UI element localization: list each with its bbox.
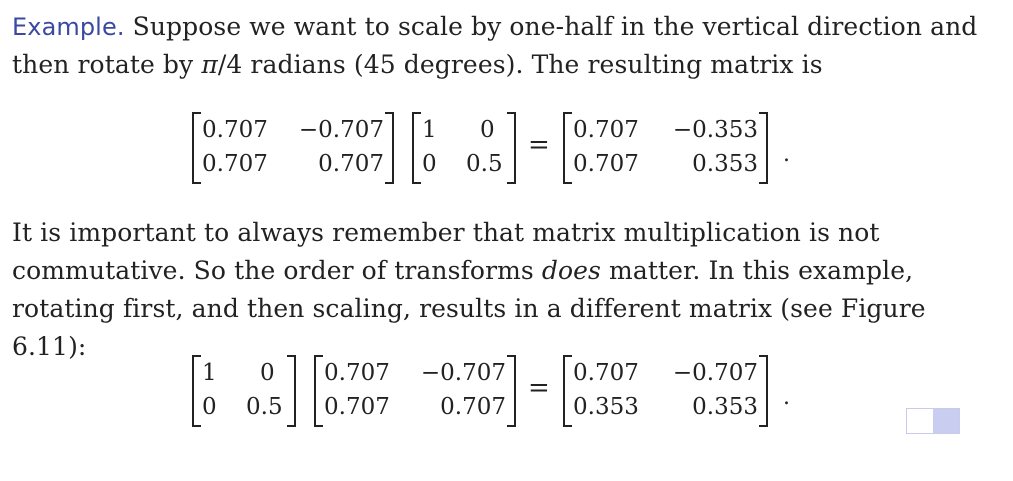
matrix-cell: 0.707: [202, 151, 268, 177]
intro-text-part1: Suppose we want to scale by one-half in the vertical direction and then rotate by: [12, 12, 978, 79]
equals-sign: =: [528, 373, 550, 403]
toggle-left-half[interactable]: [907, 409, 933, 433]
matrix-cell: 0.707: [573, 360, 639, 386]
matrix-cell: 0.5: [466, 151, 503, 177]
matrix-cell: 0.353: [692, 151, 758, 177]
eq2-result-matrix: [563, 355, 768, 427]
matrix-cell: 0: [422, 151, 437, 177]
matrix-cell: −0.707: [420, 360, 506, 386]
emphasis-does: does: [541, 256, 601, 285]
matrix-cell: 0: [260, 360, 275, 386]
equals-sign: =: [528, 130, 550, 160]
paragraph2-text-part1: It is important to always remember that matrix multiplication is not commutative. So the order of transforms: [12, 218, 880, 285]
intro-text-part2: /4 radians (45 degrees). The resulting matrix is: [217, 50, 823, 79]
equation-period: .: [783, 142, 790, 167]
equation-period: .: [783, 385, 790, 410]
eq2-right-matrix: [314, 355, 516, 427]
matrix-cell: 0.707: [573, 117, 639, 143]
matrix-cell: 0.707: [324, 394, 390, 420]
commutativity-paragraph: [12, 214, 1002, 366]
intro-paragraph: [12, 8, 1002, 84]
matrix-cell: 0.353: [692, 394, 758, 420]
eq1-result-matrix: [563, 112, 768, 184]
matrix-cell: 0.707: [573, 151, 639, 177]
matrix-cell: 0.707: [318, 151, 384, 177]
matrix-cell: −0.353: [672, 117, 758, 143]
paragraph2-text-part2: matter. In this example, rotating first, and then scaling, results in a different matrix (see Figure 6.11):: [12, 256, 926, 361]
equation-1: [0, 112, 1013, 192]
eq2-left-matrix: [192, 355, 296, 427]
pi-symbol: π: [201, 50, 218, 79]
example-label: Example.: [12, 13, 125, 41]
matrix-cell: −0.707: [672, 360, 758, 386]
matrix-cell: 0.5: [246, 394, 283, 420]
matrix-cell: 0.707: [202, 117, 268, 143]
matrix-cell: 0: [202, 394, 217, 420]
matrix-cell: 0.353: [573, 394, 639, 420]
eq1-right-matrix: [412, 112, 516, 184]
matrix-cell: 1: [202, 360, 217, 386]
toggle-right-half[interactable]: [933, 409, 959, 433]
matrix-cell: 0: [480, 117, 495, 143]
matrix-cell: 0.707: [324, 360, 390, 386]
eq1-left-matrix: [192, 112, 394, 184]
matrix-cell: 1: [422, 117, 437, 143]
split-view-toggle[interactable]: [906, 408, 960, 434]
equation-2: [0, 355, 1013, 435]
matrix-cell: −0.707: [298, 117, 384, 143]
matrix-cell: 0.707: [440, 394, 506, 420]
